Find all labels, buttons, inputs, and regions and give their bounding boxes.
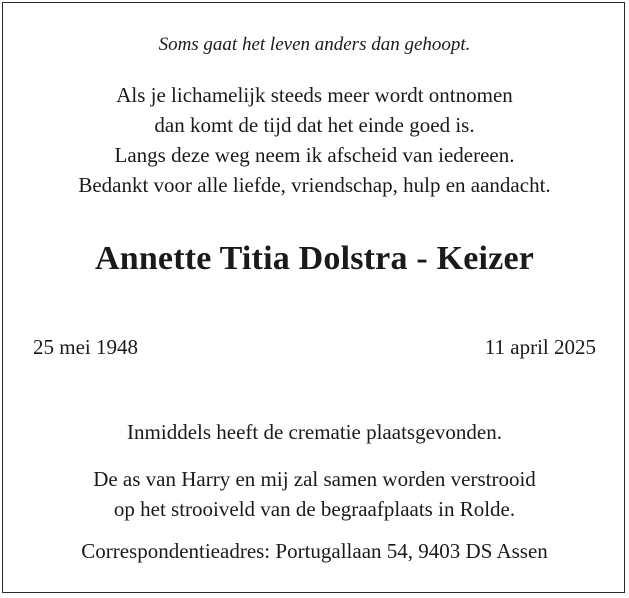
motto: Soms gaat het leven anders dan gehoopt. (158, 34, 471, 55)
ashes-note-line: op het strooiveld van de begraafplaats in Rolde. (113, 497, 516, 521)
poem-line: Langs deze weg neem ik afscheid van iedereen. (114, 143, 515, 167)
birth-date: 25 mei 1948 (33, 335, 138, 359)
death-date: 11 april 2025 (484, 335, 596, 359)
poem (0, 80, 629, 200)
cremation-note: Inmiddels heeft de crematie plaatsgevonden. (127, 420, 502, 444)
ashes-note (0, 464, 629, 524)
poem-line: Als je lichamelijk steeds meer wordt ontnomen (116, 83, 513, 107)
correspondence-address: Correspondentieadres: Portugallaan 54, 9403 DS Assen (81, 539, 548, 563)
ashes-note-line: De as van Harry en mij zal samen worden verstrooid (93, 467, 536, 491)
poem-line: dan komt de tijd dat het einde goed is. (154, 113, 475, 137)
poem-line: Bedankt voor alle liefde, vriendschap, hulp en aandacht. (78, 173, 551, 197)
deceased-name: Annette Titia Dolstra - Keizer (94, 240, 535, 277)
